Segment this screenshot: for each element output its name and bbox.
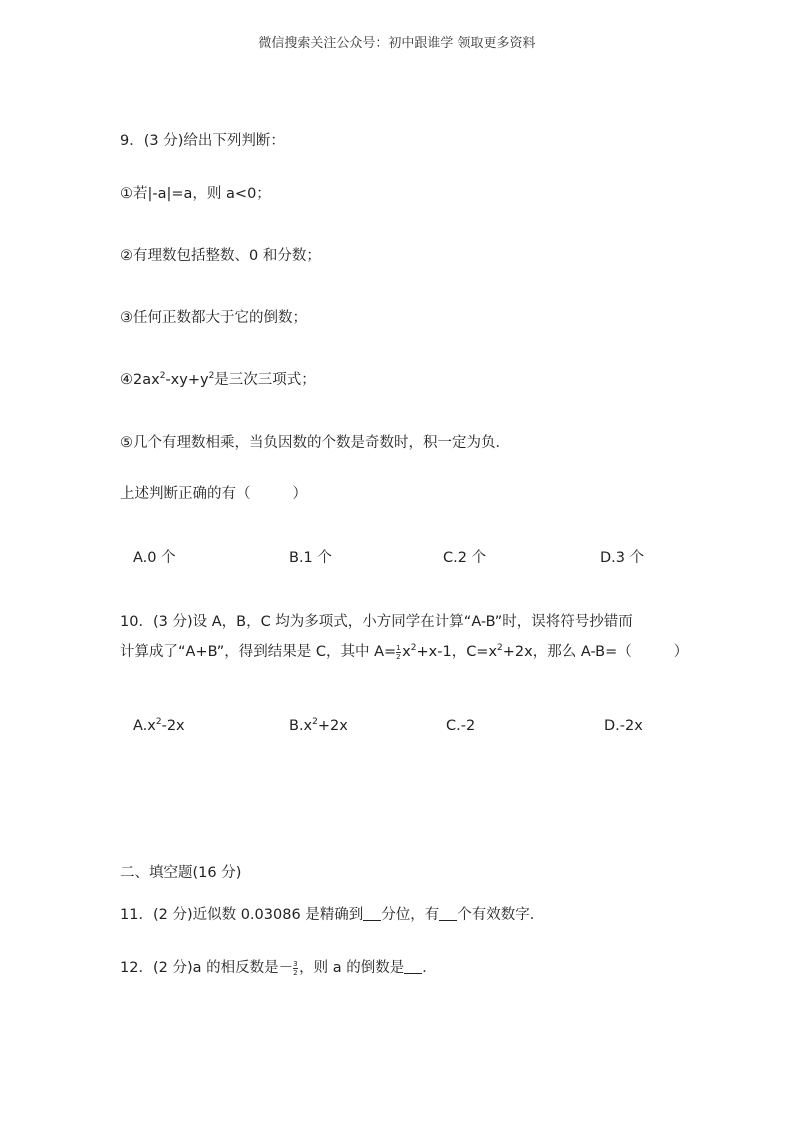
q10-option-a — [133, 716, 185, 736]
q10-option-b-text: B.x — [289, 718, 313, 734]
q9-statement-2: ②有理数包括整数、0 和分数； — [120, 248, 321, 264]
q9-option-c: C.2 个 — [443, 550, 487, 566]
q9-s4-part3: 是三次三项式； — [214, 372, 316, 388]
q9-stem: 9．(3 分)给出下列判断： — [120, 133, 285, 149]
q9-ask-close: ） — [292, 486, 307, 502]
q10-line-1: 10．(3 分)设 A，B，C 均为多项式，小方同学在计算“A-B”时，误将符号抄错而 — [120, 614, 633, 630]
fill-in-blank — [363, 905, 381, 921]
fraction-one-half — [396, 642, 402, 662]
q10-line-2 — [120, 642, 688, 662]
q9-option-a: A.0 个 — [133, 550, 176, 566]
q9-statement-4 — [120, 370, 316, 390]
q9-s4-sup2: 2 — [208, 371, 215, 381]
fraction-numerator: 1 — [396, 644, 401, 652]
q11-part2: 分位，有 — [381, 907, 440, 923]
q10-l2-part4: +2x，那么 A-B=（ — [502, 644, 632, 660]
q9-s4-part2: -xy+y — [165, 372, 209, 388]
q10-option-b-sup: 2 — [312, 717, 318, 727]
q10-l2-part2: x — [402, 644, 411, 660]
page-header: 微信搜索关注公众号：初中跟谁学 领取更多资料 — [258, 36, 536, 51]
fraction-denominator: 2 — [396, 653, 401, 661]
q9-statement-5: ⑤几个有理数相乘，当负因数的个数是奇数时，积一定为负． — [120, 435, 510, 451]
q9-option-b: B.1 个 — [289, 550, 332, 566]
q9-question — [120, 484, 307, 504]
fraction-three-halves — [293, 958, 299, 978]
q10-option-a-text: A.x — [133, 718, 156, 734]
q10-option-d: D.-2x — [604, 718, 643, 734]
q9-statement-1: ①若|-a|=a，则 a<0； — [120, 186, 271, 202]
q10-option-b-rest: +2x — [317, 718, 348, 734]
q9-s4-part1: ④2ax — [120, 372, 160, 388]
q11-part3: 个有效数字． — [457, 907, 545, 923]
q12 — [120, 958, 437, 978]
section-2-heading: 二、填空题(16 分) — [120, 865, 242, 881]
q10-option-a-sup: 2 — [155, 717, 162, 727]
q10-option-a-rest: -2x — [161, 718, 185, 734]
fill-in-blank — [439, 905, 457, 921]
q10-sup2: 2 — [497, 643, 503, 653]
q12-part3: ． — [422, 960, 437, 976]
fraction-numerator: 3 — [293, 960, 298, 968]
fill-in-blank — [404, 958, 422, 974]
q10-l2-part1: 计算成了“A+B”，得到结果是 C，其中 A= — [120, 644, 397, 660]
q11 — [120, 905, 544, 925]
q10-option-c: C.-2 — [446, 718, 476, 734]
fraction-denominator: 2 — [293, 969, 298, 977]
q9-s4-sup1: 2 — [159, 371, 166, 381]
q10-sup1: 2 — [410, 643, 417, 653]
q10-option-b — [289, 716, 348, 736]
q11-part1: 11．(2 分)近似数 0.03086 是精确到 — [120, 907, 364, 923]
q10-l2-close: ） — [673, 644, 689, 660]
q9-statement-3: ③任何正数都大于它的倒数； — [120, 310, 307, 326]
q9-option-d: D.3 个 — [600, 550, 645, 566]
q9-ask-text: 上述判断正确的有（ — [120, 486, 251, 502]
q10-l2-part3: +x-1，C=x — [416, 644, 498, 660]
q12-part1: 12．(2 分)a 的相反数是－ — [120, 960, 294, 976]
q12-part2: ，则 a 的倒数是 — [299, 960, 405, 976]
